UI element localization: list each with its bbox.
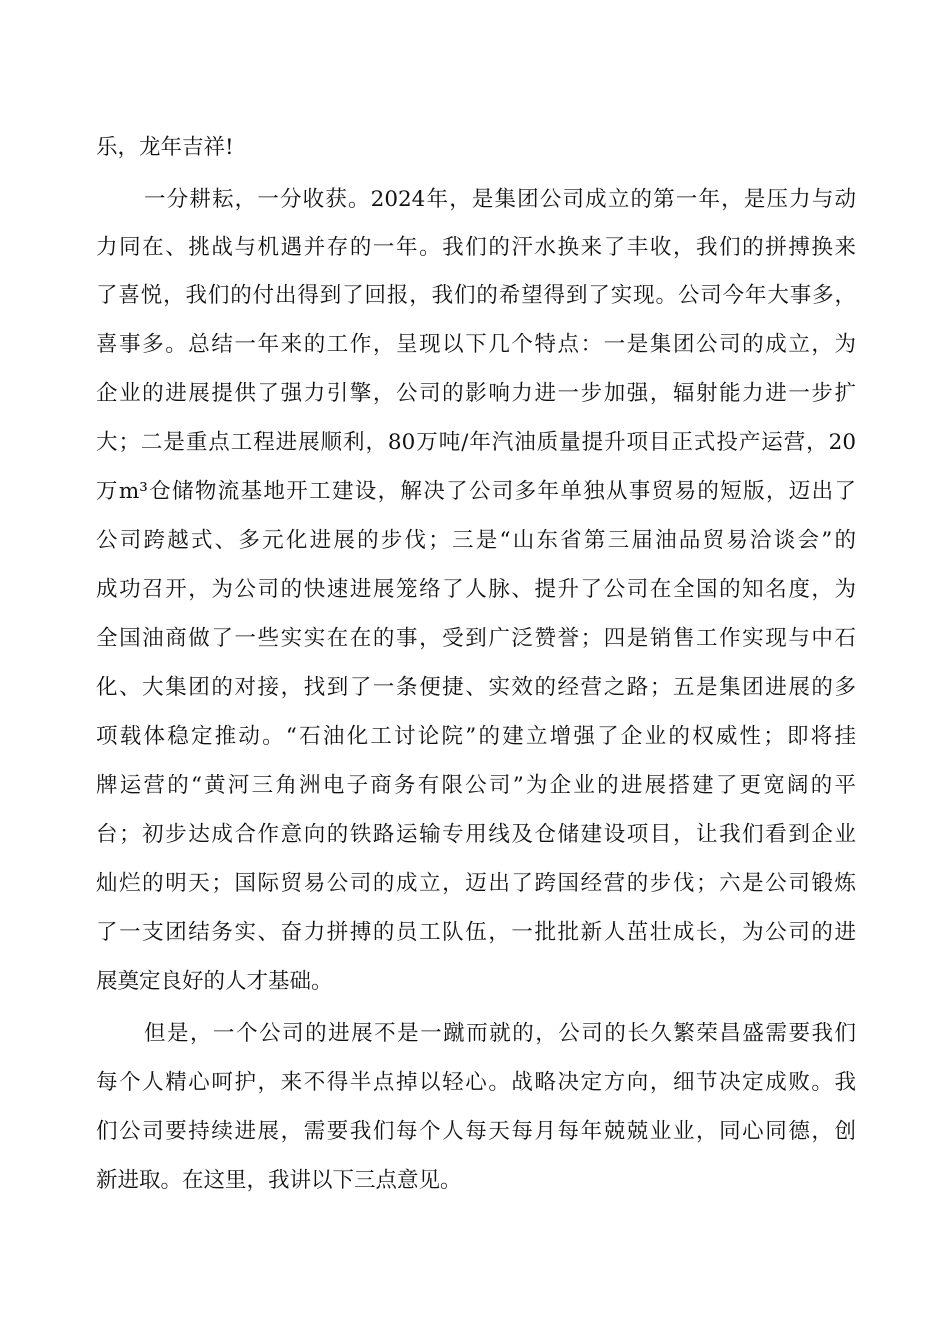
- text-line: 展奠定良好的人才基础。: [96, 969, 333, 994]
- text-line: 牌运营的“黄河三角洲电子商务有限公司”为企业的进展搭建了更宽阔的平: [96, 773, 856, 798]
- text-line: 了一支团结务实、奋力拼搏的员工队伍，一批批新人茁壮成长，为公司的进: [96, 920, 856, 945]
- paragraph-first-line: 但是，一个公司的进展不是一蹴而就的，公司的长久繁荣昌盛需要我们: [144, 1021, 856, 1046]
- text-line: 乐，龙年吉祥!: [96, 135, 234, 160]
- text-line: 化、大集团的对接，找到了一条便捷、实效的经营之路；五是集团进展的多: [96, 675, 856, 700]
- text-line: 灿烂的明天；国际贸易公司的成立，迈出了跨国经营的步伐；六是公司锻炼: [96, 871, 856, 896]
- text-line: 公司跨越式、多元化进展的步伐；三是“山东省第三届油品贸易洽谈会”的: [96, 528, 856, 553]
- text-line: 新进取。在这里，我讲以下三点意见。: [96, 1168, 462, 1193]
- text-line: 们公司要持续进展，需要我们每个人每天每月每年兢兢业业，同心同德，创: [96, 1119, 856, 1144]
- text-line: 项载体稳定推动。“石油化工讨论院”的建立增强了企业的权威性；即将挂: [96, 724, 856, 749]
- text-line: 台；初步达成合作意向的铁路运输专用线及仓储建设项目，让我们看到企业: [96, 822, 856, 847]
- text-line: 成功召开，为公司的快速进展笼络了人脉、提升了公司在全国的知名度，为: [96, 577, 856, 602]
- paragraph-first-line: 一分耕耘，一分收获。2024年，是集团公司成立的第一年，是压力与动: [144, 187, 856, 212]
- text-line: 了喜悦，我们的付出得到了回报，我们的希望得到了实现。公司今年大事多，: [96, 283, 856, 308]
- text-line: 全国油商做了一些实实在在的事，受到广泛赞誉；四是销售工作实现与中石: [96, 626, 856, 651]
- text-line: 喜事多。总结一年来的工作，呈现以下几个特点：一是集团公司的成立，为: [96, 332, 856, 357]
- text-line: 每个人精心呵护，来不得半点掉以轻心。战略决定方向，细节决定成败。我: [96, 1070, 856, 1095]
- text-line: 大；二是重点工程进展顺利，80万吨/年汽油质量提升项目正式投产运营，20: [96, 430, 856, 455]
- text-line: 力同在、挑战与机遇并存的一年。我们的汗水换来了丰收，我们的拼搏换来: [96, 235, 856, 260]
- text-line: 企业的进展提供了强力引擎，公司的影响力进一步加强，辐射能力进一步扩: [96, 381, 856, 406]
- text-line: 万m³仓储物流基地开工建设，解决了公司多年单独从事贸易的短版，迈出了: [96, 479, 856, 504]
